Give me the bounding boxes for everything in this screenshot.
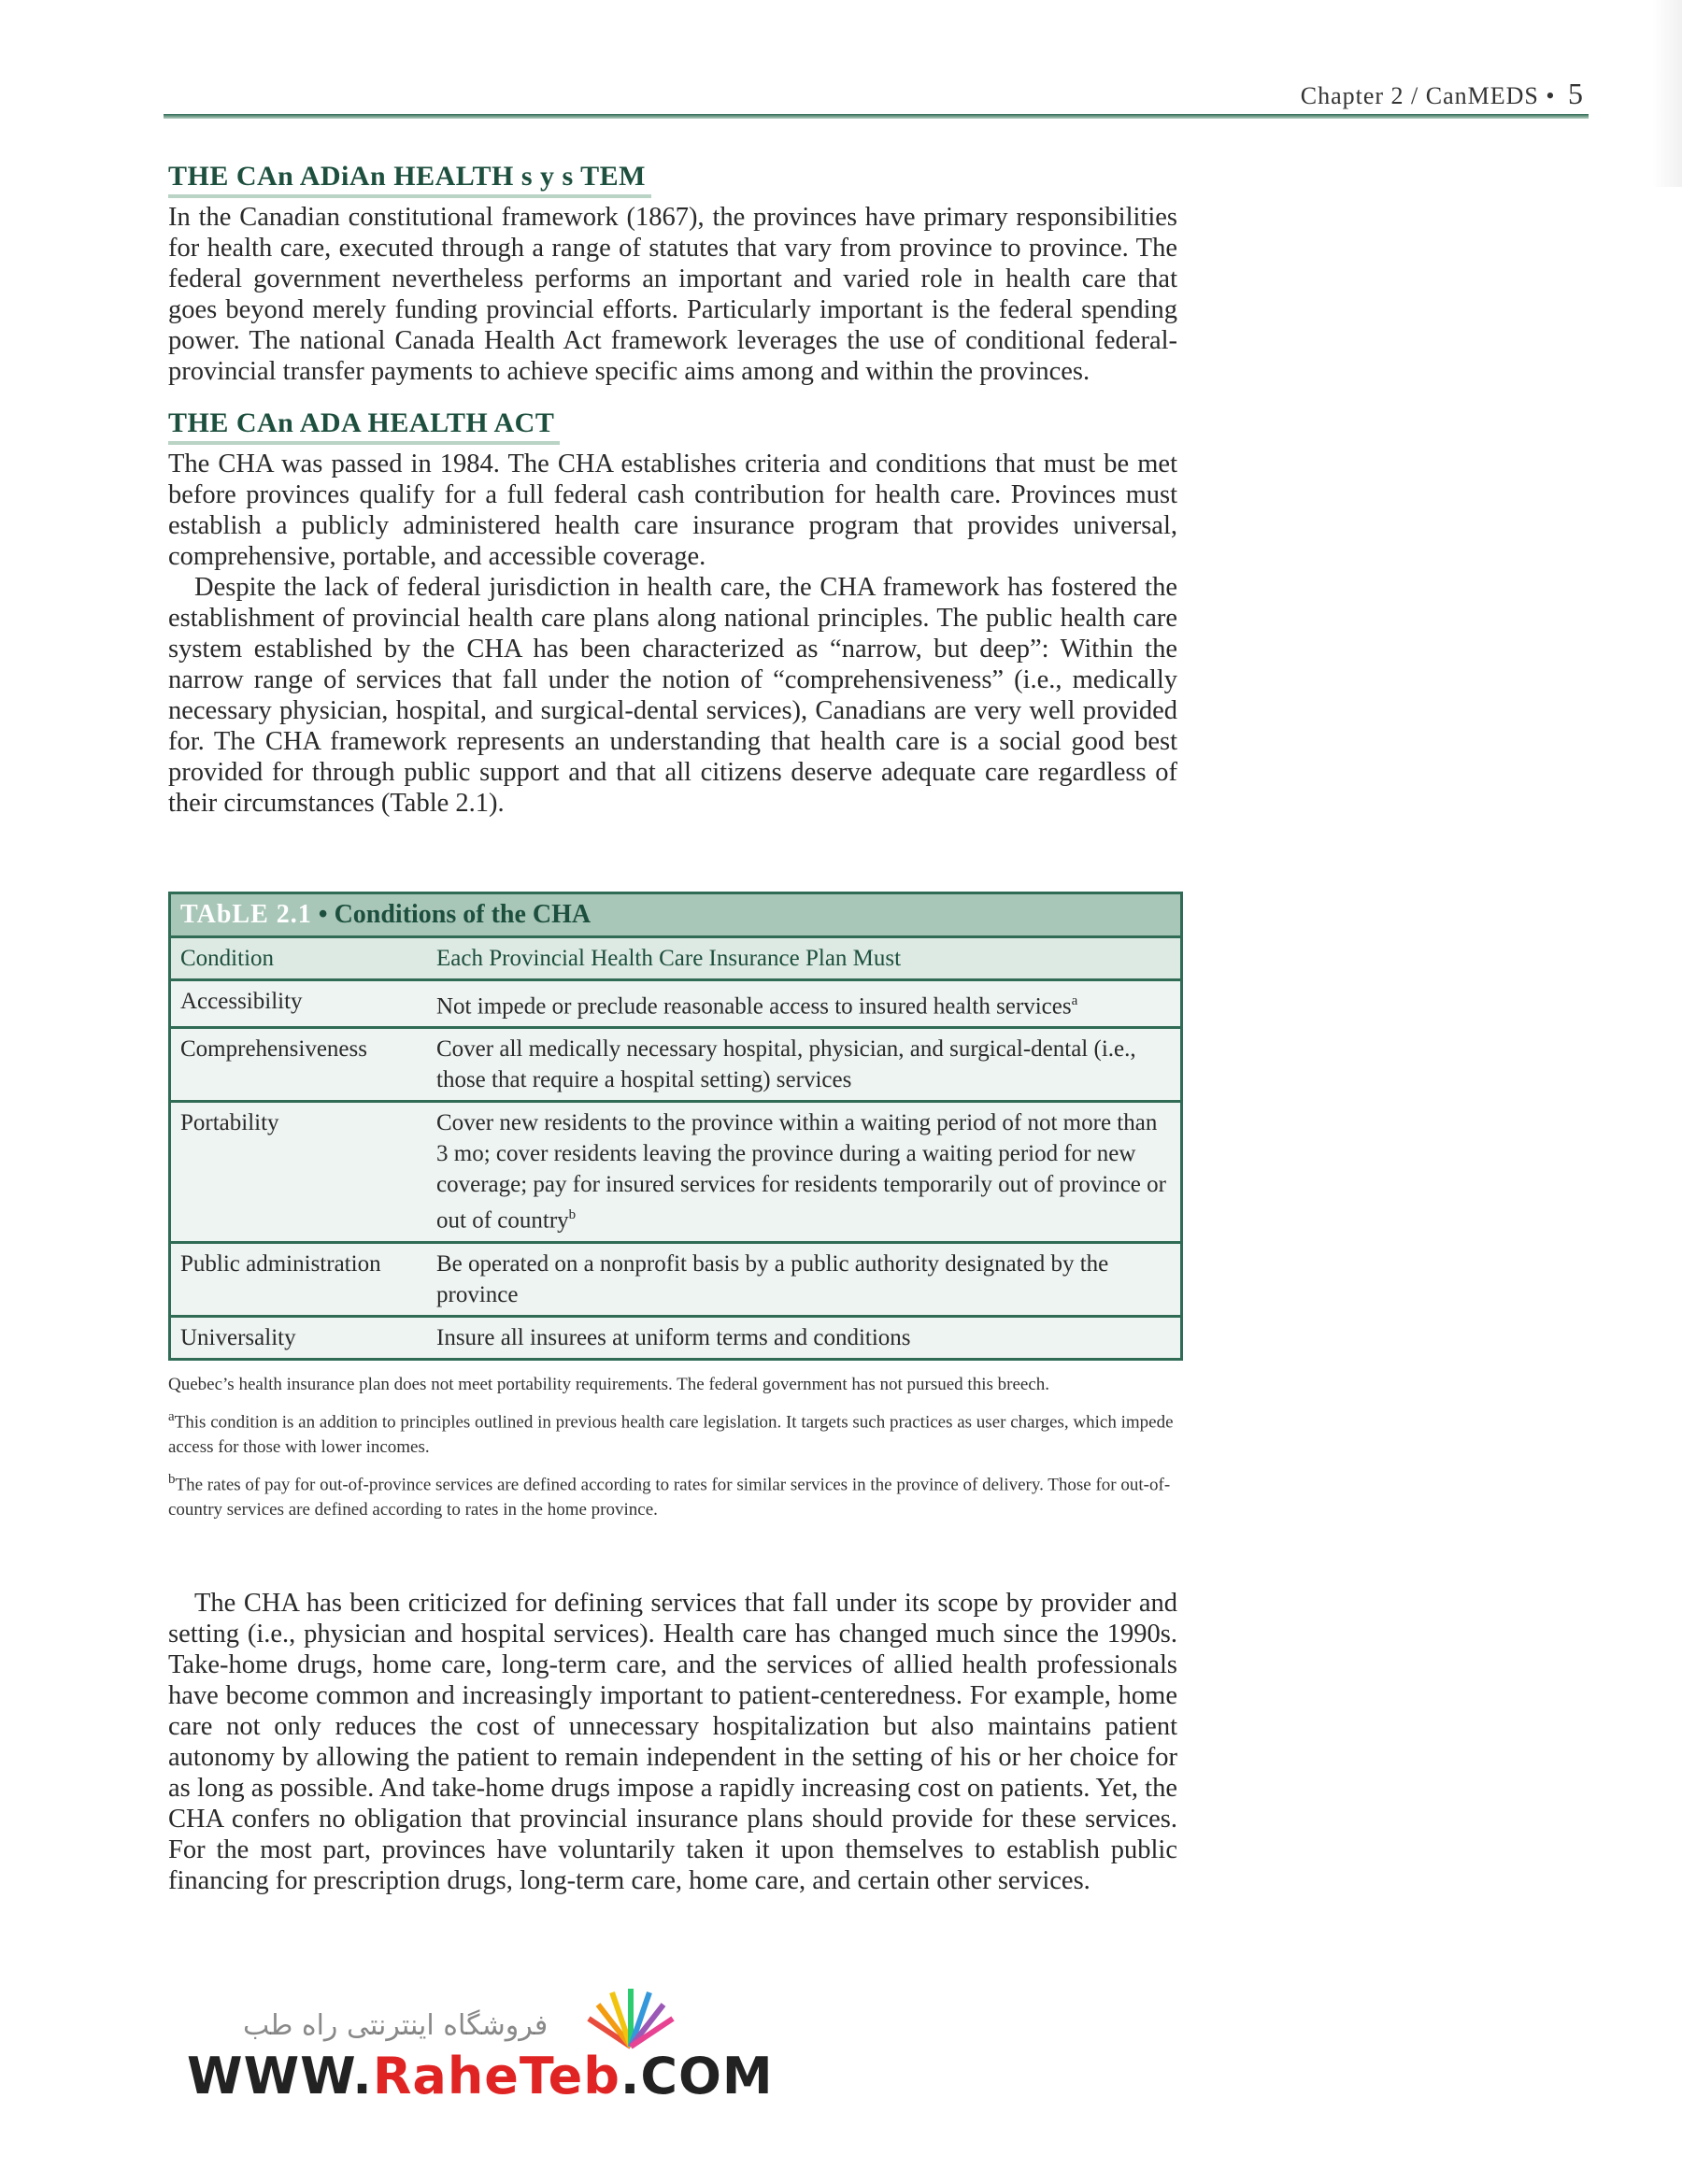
note-b-marker: b [168, 1471, 176, 1487]
requirement-text: Cover all medically necessary hospital, physician, and surgical-dental (i.e., those that require a hospital setting) services [436, 1036, 1136, 1093]
requirement-cell [431, 1318, 1180, 1358]
condition-cell: Portability [180, 1110, 279, 1136]
note-b-text: The rates of pay for out-of-province services are defined according to rates for similar services in the province of delivery. Those for out-of-country services are defined according to rates in the home province. [168, 1475, 1171, 1520]
page-number: 5 [1568, 77, 1584, 110]
requirement-cell [431, 1244, 1180, 1315]
requirement-cell [431, 1103, 1180, 1240]
requirement-text: Insure all insurees at uniform terms and conditions [436, 1324, 911, 1350]
table-row [171, 1241, 1180, 1315]
condition-cell: Accessibility [180, 989, 303, 1014]
running-head-text: Chapter 2 / CanMEDS • [1300, 82, 1556, 109]
requirement-text: Be operated on a nonprofit basis by a public authority designated by the province [436, 1250, 1109, 1307]
column-header-requirement: Each Provincial Health Care Insurance Plan Must [436, 946, 902, 971]
requirement-cell [431, 1029, 1180, 1100]
table-label: TAbLE 2.1 [180, 900, 312, 929]
table-title-text: Conditions of the CHA [334, 900, 592, 929]
watermark-url-brand: RaheTeb [372, 2047, 620, 2105]
table-notes [168, 1372, 1177, 1523]
table-row [171, 1100, 1180, 1240]
watermark-url-suffix: .COM [620, 2047, 774, 2105]
watermark-persian-text: فروشگاه اینترنتی راه طب [243, 2009, 549, 2042]
note-a-text: This condition is an addition to principles outlined in previous health care legislation. It targets such practices as user charges, which impede access for those with lower incomes. [168, 1411, 1174, 1457]
paragraph-cha-framework: Despite the lack of federal jurisdiction in health care, the CHA framework has fostered the establishment of provincial health care plans along national principles. The public health care system established by the CHA has been characterized as “narrow, but deep”: Within the narrow range of services that fall under the notion of “comprehensiveness” (i.e., medically necessary physician, hospital, and surgical-dental services), Canadians are very well provided for. The CHA framework represents an understanding that health care is a social good best provided for through public support and that all citizens deserve adequate care regardless of their circumstances (Table 2.1). [168, 573, 1177, 818]
page-content [168, 161, 1177, 1896]
column-header-condition: Condition [180, 946, 275, 971]
requirement-cell [431, 981, 1180, 1026]
table-row [171, 1026, 1180, 1100]
watermark-url [187, 2047, 774, 2105]
section-heading-health-system: THE CAn ADiAn HEALTH s y s TEM [168, 161, 651, 198]
table-row [171, 1315, 1180, 1358]
paragraph-cha-criticized: The CHA has been criticized for defining services that fall under its scope by provider and setting (i.e., physician and hospital services). Health care has changed much since the 1990s. Take-home drugs, home care, long-term care, and the services of allied health professionals have become common and increasingly important to patient-centeredness. For example, home care not only reduces the cost of unnecessary hospitalization but also maintains patient autonomy by allowing the patient to remain independent in the setting of his or her choice for as long as possible. And take-home drugs impose a rapidly increasing cost on patients. Yet, the CHA confers no obligation that provincial insurance plans should provide for these services. For the most part, provinces have voluntarily taken it upon themselves to establish public financing for prescription drugs, long-term care, home care, and certain other services. [168, 1589, 1177, 1896]
section-heading-health-act: THE CAn ADA HEALTH ACT [168, 407, 560, 445]
table-row [171, 978, 1180, 1026]
running-head [1301, 77, 1584, 111]
footnote-marker: a [1071, 993, 1078, 1008]
condition-cell: Universality [180, 1324, 296, 1350]
table-title [171, 894, 1180, 935]
footnote-marker: b [568, 1207, 577, 1223]
book-logo-icon [570, 1981, 691, 2056]
paragraph-health-system: In the Canadian constitutional framework (1867), the provinces have primary responsibilities for health care, executed through a range of statutes that vary from province to province. The federal government nevertheless performs an important and varied role in health care that goes beyond merely funding provincial efforts. Particularly important is the federal spending power. The national Canada Health Act framework leverages the use of conditional federal-provincial transfer payments to achieve specific aims among and within the provinces. [168, 203, 1177, 386]
table-note-main: Quebec’s health insurance plan does not meet portability requirements. The federal government has not pursued this breech. [168, 1374, 1050, 1394]
header-rule [164, 114, 1589, 119]
table-title-bullet: • [318, 900, 328, 929]
table-header-row [171, 935, 1180, 978]
watermark-url-prefix: WWW. [187, 2047, 373, 2105]
page-edge-shadow [1652, 0, 1682, 187]
requirement-text: Cover new residents to the province within a waiting period of not more than 3 mo; cover residents leaving the province during a waiting period for new coverage; pay for insured services for residents temporarily out of province or out of country [436, 1110, 1166, 1234]
table-note-b [168, 1467, 1177, 1522]
table-note-a [168, 1405, 1177, 1460]
requirement-text: Not impede or preclude reasonable access to insured health services [436, 993, 1072, 1020]
condition-cell: Public administration [180, 1250, 381, 1277]
watermark [187, 1981, 774, 2121]
conditions-table [168, 892, 1183, 1361]
condition-cell: Comprehensiveness [180, 1036, 367, 1063]
note-a-marker: a [168, 1408, 175, 1424]
paragraph-cha-passed: The CHA was passed in 1984. The CHA establishes criteria and conditions that must be met before provinces qualify for a full federal cash contribution for health care. Provinces must establish a publicly administered health care insurance program that provides universal, comprehensive, portable, and accessible coverage. [168, 450, 1177, 571]
